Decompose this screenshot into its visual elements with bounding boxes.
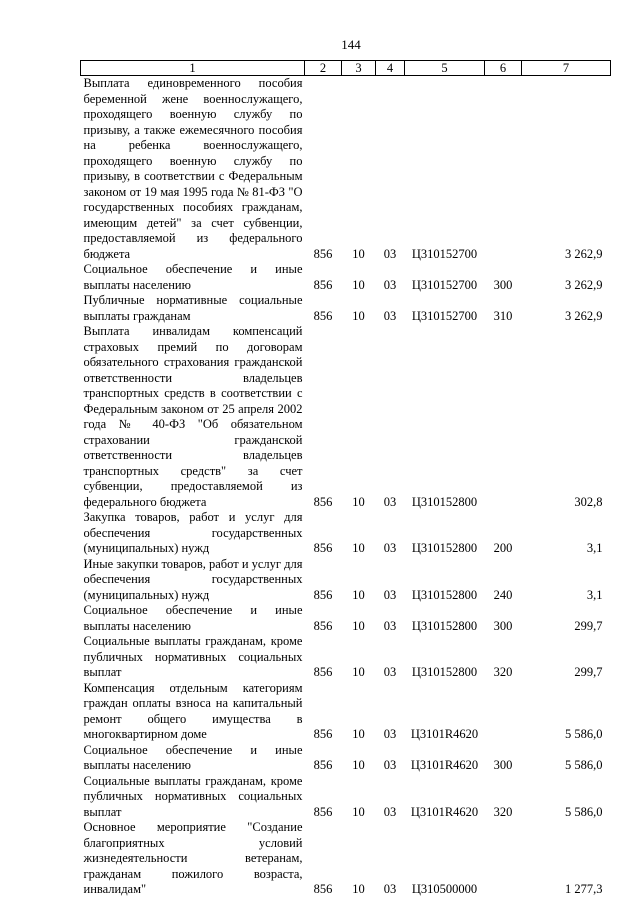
section-code: 10 [352, 727, 365, 741]
row-name: Публичные нормативные социальные выплаты гражданам [83, 293, 303, 323]
table-row [81, 324, 611, 510]
subsection-code: 03 [383, 804, 397, 819]
page-number: 144 [341, 37, 361, 52]
column-header: 1 [81, 61, 305, 76]
table-body [81, 76, 611, 898]
expense-type-code: 300 [493, 618, 513, 633]
expense-type-code: 240 [493, 587, 513, 602]
subsection-code: 03 [383, 665, 397, 679]
target-article-code: Ц3101R4620 [410, 758, 479, 772]
amount-value: 5 586,0 [565, 804, 603, 819]
table-row [81, 681, 611, 743]
amount-value: 3 262,9 [565, 246, 603, 261]
row-name: Социальные выплаты гражданам, кроме публичных нормативных социальных выплат [83, 773, 303, 819]
section-code: 10 [352, 277, 365, 292]
ministry-code: 856 [313, 727, 333, 741]
column-header: 3 [342, 61, 376, 76]
amount-value: 3,1 [586, 541, 603, 555]
table-row [81, 774, 611, 821]
section-code: 10 [352, 246, 365, 261]
target-article-code: Ц310152800 [411, 587, 478, 602]
row-name: Социальное обеспечение и иные выплаты населению [83, 603, 303, 633]
ministry-code: 856 [313, 494, 333, 509]
amount-value: 3 262,9 [565, 308, 603, 323]
column-header: 5 [405, 61, 485, 76]
row-name: Иные закупки товаров, работ и услуг для обеспечения государственных (муниципальных) нужд [83, 556, 303, 602]
target-article-code: Ц310152800 [411, 541, 478, 555]
target-article-code: Ц310152800 [411, 494, 478, 509]
ministry-code: 856 [313, 618, 333, 633]
table-row [81, 262, 611, 293]
subsection-code: 03 [383, 277, 397, 292]
table-row [81, 820, 611, 898]
ministry-code: 856 [313, 541, 333, 555]
expense-type-code: 320 [493, 804, 513, 819]
target-article-code: Ц310152700 [411, 246, 478, 261]
row-name: Выплата единовременного пособия беременной жене военнослужащего, проходящего военную службу по призыву, а также ежемесячного пособия на ребенка военнослужащего, проходящего военную службу по призыву, в соответствии с Федеральным законом от 19 мая 1995 года № 81-ФЗ "О государственных пособиях гражданам, имеющим детей" за счет субвенции, предоставляемой из федерального бюджета [83, 76, 303, 261]
table-row [81, 634, 611, 681]
section-code: 10 [352, 618, 365, 633]
amount-value: 299,7 [574, 618, 603, 633]
column-header: 6 [485, 61, 522, 76]
expense-type-code [485, 324, 522, 510]
budget-table [80, 60, 611, 898]
target-article-code: Ц310152700 [411, 277, 478, 292]
section-code: 10 [352, 804, 365, 819]
table-row [81, 293, 611, 324]
amount-value: 302,8 [574, 494, 603, 509]
target-article-code: Ц310500000 [411, 882, 478, 896]
row-name: Основное мероприятие "Создание благоприятных условий жизнедеятельности ветеранам, гражданам пожилого возраста, инвалидам" [83, 820, 303, 896]
subsection-code: 03 [383, 587, 397, 602]
expense-type-code [485, 76, 522, 263]
table-row [81, 76, 611, 263]
section-code: 10 [352, 665, 365, 679]
expense-type-code: 300 [493, 277, 513, 292]
section-code: 10 [352, 308, 365, 323]
column-header: 4 [376, 61, 405, 76]
amount-value: 5 586,0 [565, 758, 603, 772]
table-row [81, 510, 611, 557]
amount-value: 3 262,9 [565, 277, 603, 292]
ministry-code: 856 [313, 277, 333, 292]
table-row [81, 557, 611, 604]
section-code: 10 [352, 882, 365, 896]
subsection-code: 03 [383, 618, 397, 633]
expense-type-code: 310 [493, 308, 513, 323]
table-row [81, 743, 611, 774]
target-article-code: Ц310152800 [411, 665, 478, 679]
ministry-code: 856 [313, 246, 333, 261]
subsection-code: 03 [383, 541, 397, 555]
expense-type-code [485, 681, 522, 743]
expense-type-code: 200 [493, 541, 513, 555]
subsection-code: 03 [383, 882, 397, 896]
ministry-code: 856 [313, 882, 333, 896]
ministry-code: 856 [313, 587, 333, 602]
section-code: 10 [352, 494, 365, 509]
row-name: Социальные выплаты гражданам, кроме публичных нормативных социальных выплат [83, 634, 303, 679]
target-article-code: Ц310152700 [411, 308, 478, 323]
amount-value: 5 586,0 [565, 727, 603, 741]
table-header-row [81, 61, 611, 76]
row-name: Социальное обеспечение и иные выплаты населению [83, 742, 303, 772]
ministry-code: 856 [313, 758, 333, 772]
amount-value: 1 277,3 [565, 882, 603, 896]
section-code: 10 [352, 758, 365, 772]
expense-type-code [485, 820, 522, 898]
row-name: Выплата инвалидам компенсаций страховых премий по договорам обязательного страхования гражданской ответственности владельцев транспортных средств в соответствии с Федеральным законом от 25 апреля 2002 года № 40-ФЗ "Об обязательном страховании гражданской ответственности владельцев транспортных средств" за счет субвенции, предоставляемой из федерального бюджета [83, 324, 303, 509]
ministry-code: 856 [313, 665, 333, 679]
expense-type-code: 300 [493, 758, 513, 772]
ministry-code: 856 [313, 804, 333, 819]
subsection-code: 03 [383, 494, 397, 509]
ministry-code: 856 [313, 308, 333, 323]
row-name: Социальное обеспечение и иные выплаты населению [83, 262, 303, 292]
amount-value: 3,1 [586, 587, 603, 602]
column-header: 7 [522, 61, 611, 76]
subsection-code: 03 [383, 758, 397, 772]
table-row [81, 603, 611, 634]
target-article-code: Ц3101R4620 [410, 727, 479, 741]
section-code: 10 [352, 587, 365, 602]
subsection-code: 03 [383, 246, 397, 261]
target-article-code: Ц310152800 [411, 618, 478, 633]
column-header: 2 [305, 61, 342, 76]
amount-value: 299,7 [574, 665, 603, 679]
subsection-code: 03 [383, 727, 397, 741]
row-name: Компенсация отдельным категориям граждан оплаты взноса на капитальный ремонт общего имущества в многоквартирном доме [83, 680, 303, 741]
expense-type-code: 320 [493, 665, 513, 679]
section-code: 10 [352, 541, 365, 555]
target-article-code: Ц3101R4620 [410, 804, 479, 819]
row-name: Закупка товаров, работ и услуг для обеспечения государственных (муниципальных) нужд [83, 510, 303, 555]
subsection-code: 03 [383, 308, 397, 323]
